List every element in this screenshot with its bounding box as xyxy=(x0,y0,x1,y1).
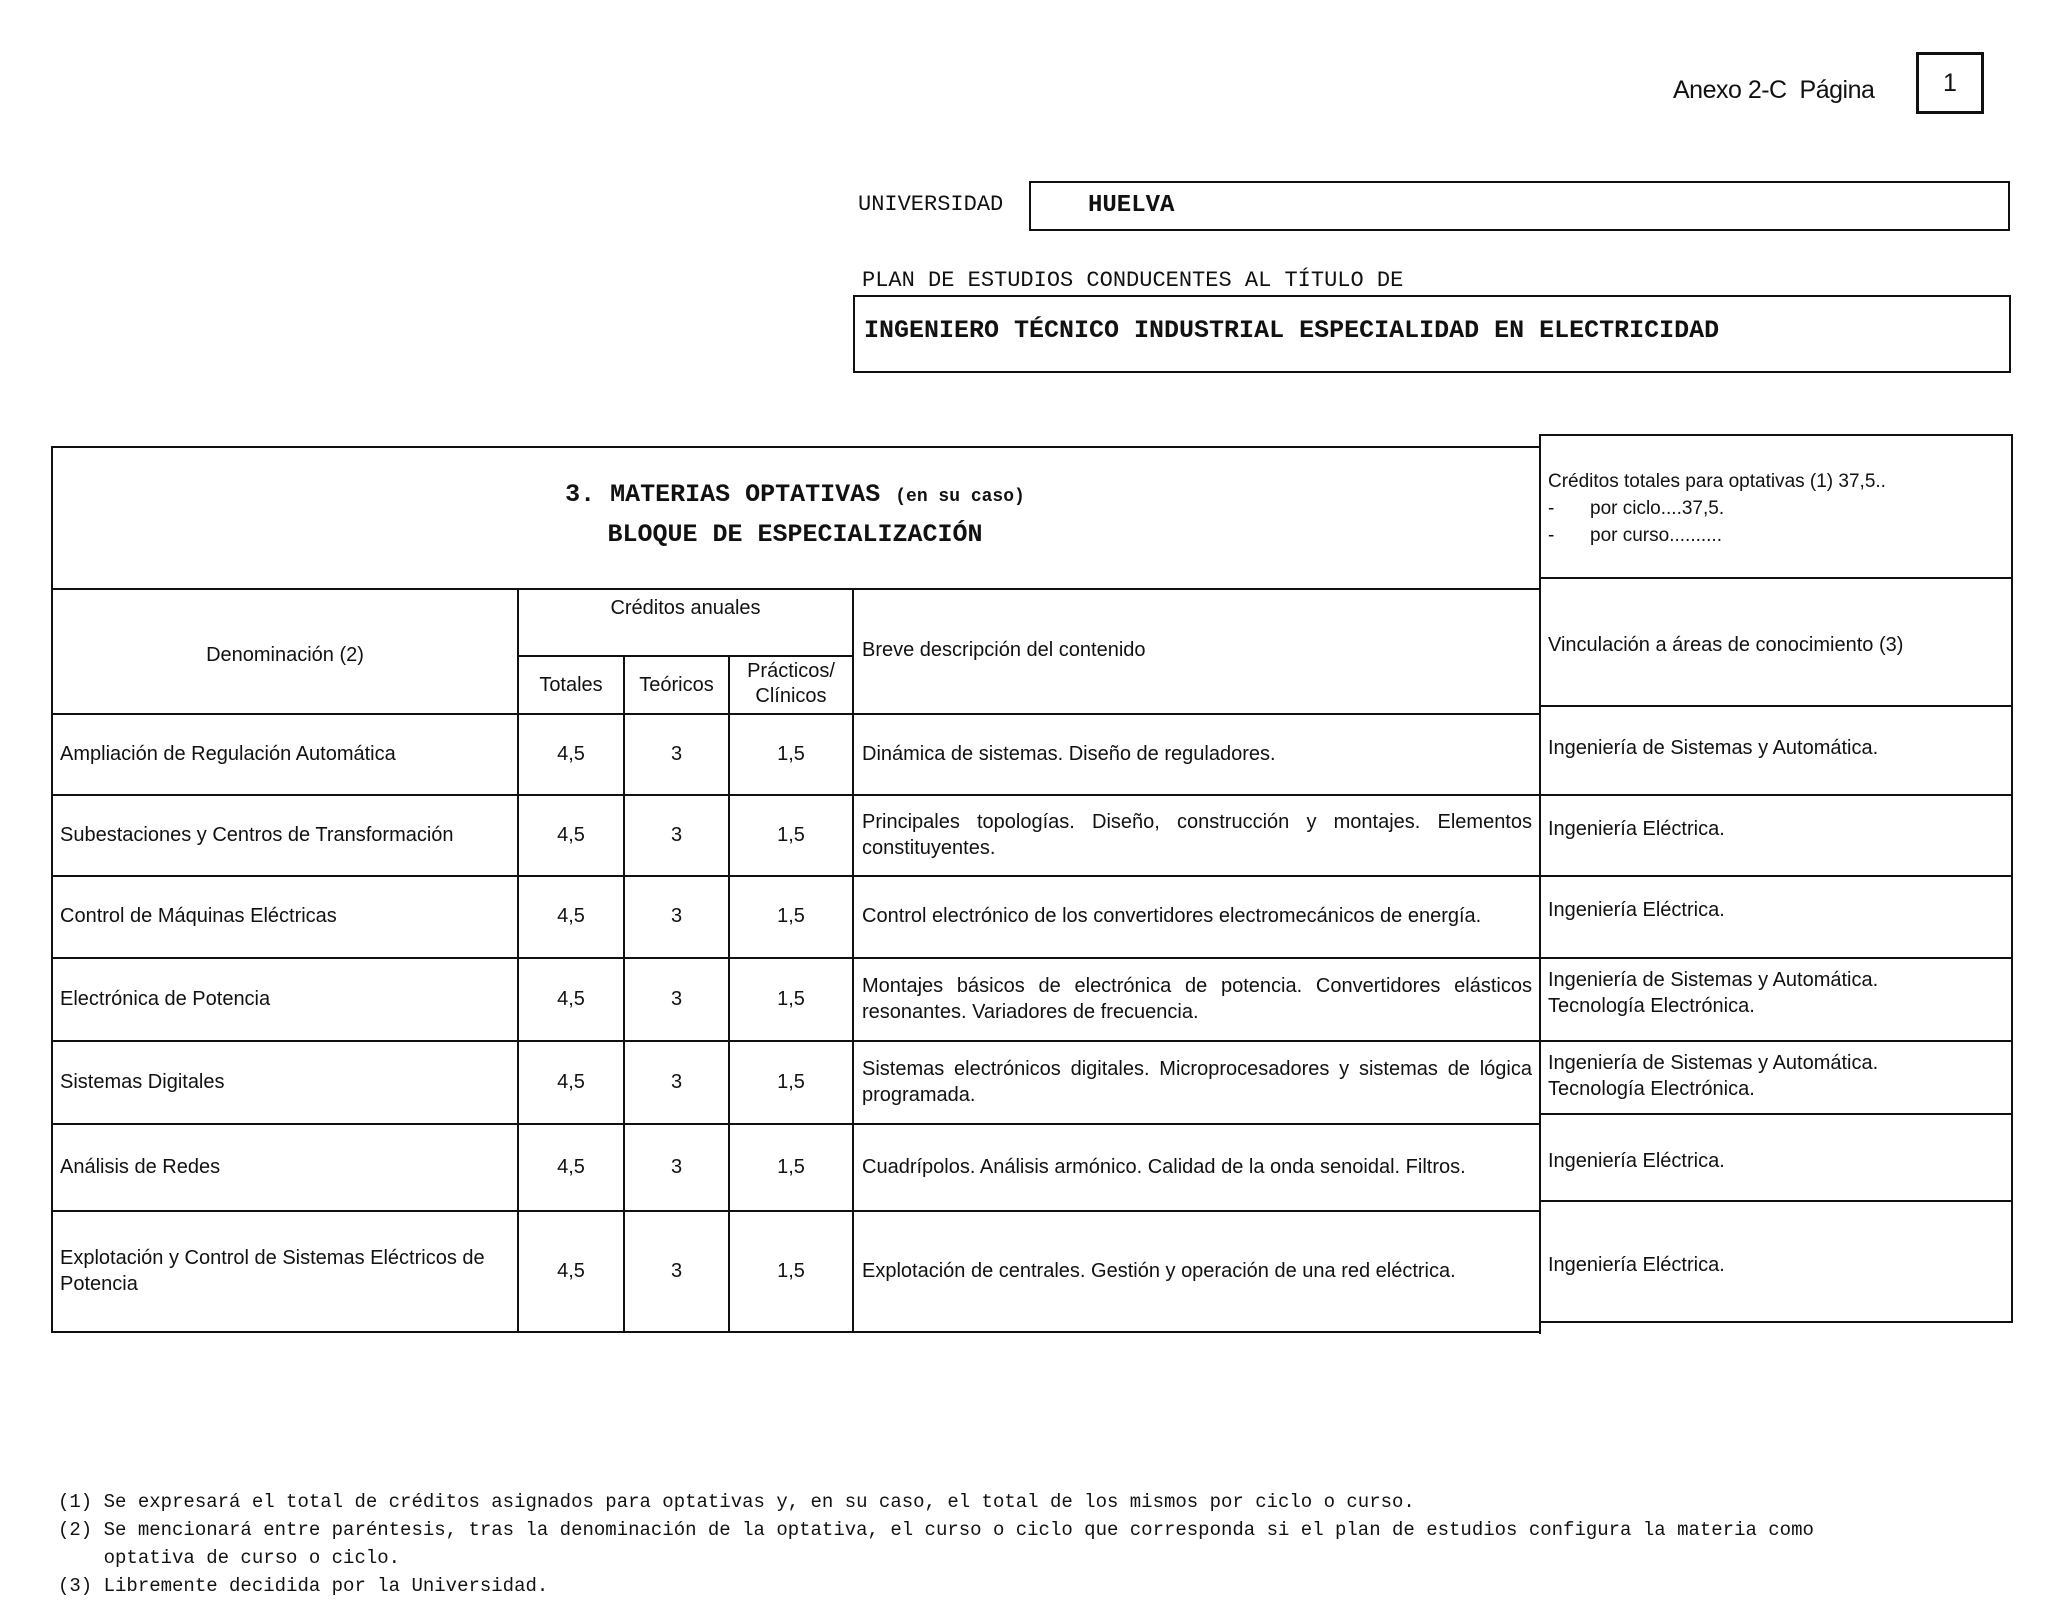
optional-credits-summary: Créditos totales para optativas (1) 37,5.. - por ciclo....37,5. - por curso.......... xyxy=(1548,468,1886,549)
footnote: optativa de curso o ciclo. xyxy=(58,1547,401,1569)
degree-title: INGENIERO TÉCNICO INDUSTRIAL ESPECIALIDAD EN ELECTRICIDAD xyxy=(864,316,1720,345)
row-name: Sistemas Digitales xyxy=(60,1070,225,1093)
credits-per-cycle: por ciclo....37,5. xyxy=(1590,498,1725,519)
row-description: Control electrónico de los convertidores electromecánicos de energía. xyxy=(862,905,1482,927)
university-box xyxy=(1029,181,2010,231)
row-description: Principales topologías. Diseño, construcción y montajes. Elementos constituyentes. xyxy=(862,810,1532,859)
row-teoricos: 3 xyxy=(670,823,683,846)
header-descripcion: Breve descripción del contenido xyxy=(862,639,1146,661)
page-number: 1 xyxy=(1943,68,1957,97)
row-description: Explotación de centrales. Gestión y operación de una red eléctrica. xyxy=(862,1259,1456,1282)
row-practicos: 1,5 xyxy=(777,742,805,765)
footnotes xyxy=(58,1488,1814,1600)
row-description: Sistemas electrónicos digitales. Microprocesadores y sistemas de lógica programada. xyxy=(862,1057,1532,1106)
row-totales: 4,5 xyxy=(557,1070,585,1093)
row-teoricos: 3 xyxy=(670,1070,683,1093)
header-totales: Totales xyxy=(539,674,603,696)
row-teoricos: 3 xyxy=(670,1259,683,1282)
row-name: Control de Máquinas Eléctricas xyxy=(60,905,337,927)
header-vinculacion: Vinculación a áreas de conocimiento (3) xyxy=(1548,634,1904,656)
row-areas: Ingeniería Eléctrica. xyxy=(1548,1253,1725,1276)
row-totales: 4,5 xyxy=(557,1259,585,1282)
footnote: (3) Libremente decidida por la Universidad. xyxy=(58,1575,549,1597)
footnote: (2) Se mencionará entre paréntesis, tras la denominación de la optativa, el curso o ciclo que corresponda si el plan de estudios configura la materia como xyxy=(58,1519,1814,1541)
row-description: Cuadrípolos. Análisis armónico. Calidad de la onda senoidal. Filtros. xyxy=(862,1155,1466,1178)
row-practicos: 1,5 xyxy=(777,905,805,927)
row-practicos: 1,5 xyxy=(777,823,805,846)
university-value: HUELVA xyxy=(1088,192,1175,219)
plan-label: PLAN DE ESTUDIOS CONDUCENTES AL TÍTULO DE xyxy=(862,268,1404,293)
row-areas: Ingeniería Eléctrica. xyxy=(1548,1149,1725,1172)
row-totales: 4,5 xyxy=(557,905,585,927)
page-number-box xyxy=(1916,52,1984,114)
row-practicos: 1,5 xyxy=(777,1070,805,1093)
credits-per-course: por curso.......... xyxy=(1590,525,1722,546)
annex-label: Anexo 2-C Página xyxy=(1673,76,1875,104)
row-teoricos: 3 xyxy=(670,905,683,927)
row-totales: 4,5 xyxy=(557,1155,585,1178)
row-teoricos: 3 xyxy=(670,987,683,1010)
row-teoricos: 3 xyxy=(670,742,683,765)
header-creditos-anuales: Créditos anuales xyxy=(610,597,761,619)
header-teoricos: Teóricos xyxy=(639,674,714,696)
row-practicos: 1,5 xyxy=(777,987,805,1010)
row-areas: Ingeniería Eléctrica. xyxy=(1548,899,1725,921)
row-name: Explotación y Control de Sistemas Eléctricos de Potencia xyxy=(60,1246,485,1295)
row-totales: 4,5 xyxy=(557,823,585,846)
row-practicos: 1,5 xyxy=(777,1155,805,1178)
header-practicos: Prácticos/ Clínicos xyxy=(747,660,835,707)
footnote: (1) Se expresará el total de créditos asignados para optativas y, en su caso, el total de los mismos por ciclo o curso. xyxy=(58,1491,1415,1513)
university-label: UNIVERSIDAD xyxy=(858,192,1004,217)
row-teoricos: 3 xyxy=(670,1155,683,1178)
header-denominacion: Denominación (2) xyxy=(206,644,364,666)
row-name: Ampliación de Regulación Automática xyxy=(60,742,396,765)
row-name: Análisis de Redes xyxy=(60,1155,221,1178)
row-name: Subestaciones y Centros de Transformación xyxy=(60,823,454,846)
row-areas: Ingeniería de Sistemas y Automática. xyxy=(1548,736,1879,759)
row-practicos: 1,5 xyxy=(777,1259,805,1282)
row-areas: Ingeniería de Sistemas y Automática. Tecnología Electrónica. xyxy=(1548,1051,1879,1100)
row-name: Electrónica de Potencia xyxy=(60,987,271,1010)
row-description: Montajes básicos de electrónica de potencia. Convertidores elásticos resonantes. Variadores de frecuencia. xyxy=(862,974,1532,1023)
row-areas: Ingeniería de Sistemas y Automática. Tecnología Electrónica. xyxy=(1548,968,1879,1017)
row-description: Dinámica de sistemas. Diseño de reguladores. xyxy=(862,742,1276,765)
section-title: 3. MATERIAS OPTATIVAS (en su caso) BLOQUE DE ESPECIALIZACIÓN xyxy=(565,480,1025,549)
row-totales: 4,5 xyxy=(557,742,585,765)
row-totales: 4,5 xyxy=(557,987,585,1010)
row-areas: Ingeniería Eléctrica. xyxy=(1548,817,1725,840)
credits-total: Créditos totales para optativas (1) 37,5.. xyxy=(1548,471,1886,492)
